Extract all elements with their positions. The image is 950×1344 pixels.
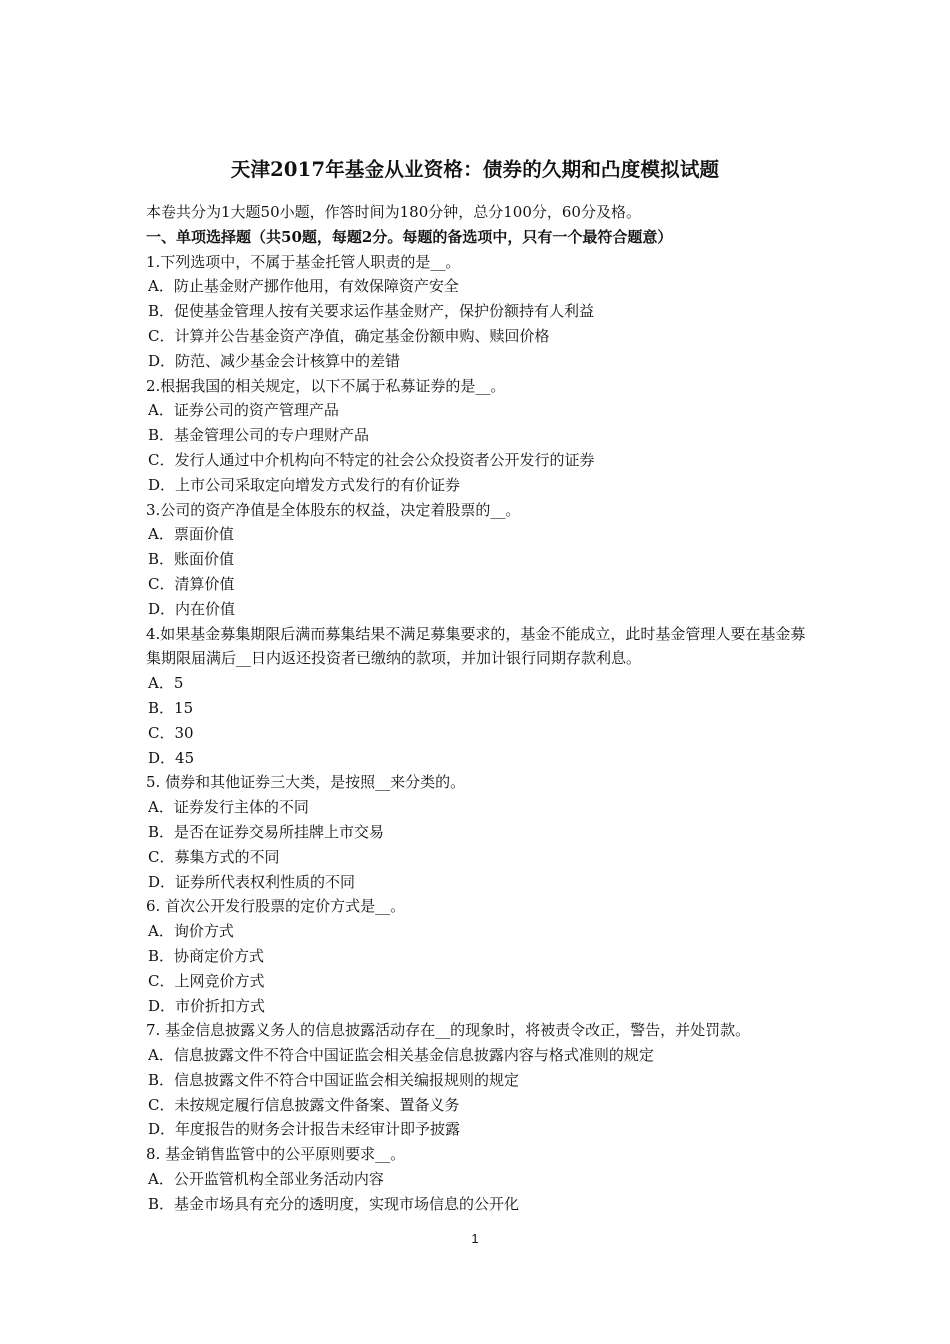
section-heading: 一、单项选择题（共50题，每题2分。每题的备选项中，只有一个最符合题意）: [146, 227, 673, 246]
question-stem: 5. 债券和其他证券三大类，是按照__来分类的。: [146, 773, 466, 792]
option-b: B．账面价值: [148, 550, 235, 569]
question-3: [146, 498, 811, 622]
option-a: A．证券发行主体的不同: [148, 798, 309, 817]
option-b: B．基金市场具有充分的透明度，实现市场信息的公开化: [148, 1194, 520, 1213]
option-d: D．45: [148, 748, 195, 767]
option-a: A．5: [148, 674, 184, 693]
question-6: [146, 894, 811, 1018]
option-a: A．证券公司的资产管理产品: [148, 401, 339, 420]
question-stem: 8. 基金销售监管中的公平原则要求__。: [146, 1145, 406, 1164]
question-7: [146, 1018, 811, 1142]
option-c: C．发行人通过中介机构向不特定的社会公众投资者公开发行的证券: [148, 450, 595, 469]
option-a: A．防止基金财产挪作他用，有效保障资产安全: [148, 277, 459, 296]
document-title: 天津2017年基金从业资格：债券的久期和凸度模拟试题: [230, 158, 720, 181]
option-d: D．年度报告的财务会计报告未经审计即予披露: [148, 1120, 461, 1139]
question-stem: 4.如果基金募集期限后满而募集结果不满足募集要求的，基金不能成立，此时基金管理人要在基金募集期限届满后__日内返还投资者已缴纳的款项，并加计银行同期存款利息。: [146, 624, 806, 668]
option-c: C．计算并公告基金资产净值，确定基金份额申购、赎回价格: [148, 326, 550, 345]
option-c: C．上网竞价方式: [148, 971, 265, 990]
question-8: [146, 1142, 811, 1216]
option-d: D．市价折扣方式: [148, 996, 266, 1015]
option-c: C．清算价值: [148, 574, 235, 593]
exam-intro: 本卷共分为1大题50小题，作答时间为180分钟，总分100分，60分及格。: [146, 203, 641, 221]
option-b: B．基金管理公司的专户理财产品: [148, 426, 370, 445]
question-stem: 2.根据我国的相关规定，以下不属于私募证券的是__。: [146, 376, 506, 395]
option-d: D．防范、减少基金会计核算中的差错: [148, 351, 401, 370]
option-b: B．协商定价方式: [148, 946, 265, 965]
option-d: D．上市公司采取定向增发方式发行的有价证券: [148, 475, 461, 494]
option-a: A．公开监管机构全部业务活动内容: [148, 1170, 384, 1189]
option-b: B．信息披露文件不符合中国证监会相关编报规则的规定: [148, 1070, 520, 1089]
option-b: B．是否在证券交易所挂牌上市交易: [148, 822, 385, 841]
option-a: A．票面价值: [148, 525, 234, 544]
question-5: [146, 770, 811, 894]
option-c: C．未按规定履行信息披露文件备案、置备义务: [148, 1095, 460, 1114]
option-b: B．促使基金管理人按有关要求运作基金财产，保护份额持有人利益: [148, 302, 595, 321]
option-d: D．证券所代表权利性质的不同: [148, 872, 356, 891]
option-c: C．募集方式的不同: [148, 847, 280, 866]
page-number: 1: [471, 1231, 479, 1246]
question-stem: 1.下列选项中，不属于基金托管人职责的是__。: [146, 252, 461, 271]
document-body: [146, 200, 811, 1217]
option-a: A．询价方式: [148, 922, 234, 941]
question-stem: 7. 基金信息披露义务人的信息披露活动存在__的现象时，将被责令改正，警告，并处罚款。: [146, 1021, 751, 1040]
question-stem: 3.公司的资产净值是全体股东的权益，决定着股票的__。: [146, 500, 521, 519]
question-1: [146, 250, 811, 374]
question-2: [146, 374, 811, 498]
question-4: [146, 622, 811, 771]
question-stem: 6. 首次公开发行股票的定价方式是__。: [146, 897, 406, 916]
option-b: B．15: [148, 698, 194, 717]
option-a: A．信息披露文件不符合中国证监会相关基金信息披露内容与格式准则的规定: [148, 1046, 654, 1065]
option-c: C．30: [148, 723, 194, 742]
option-d: D．内在价值: [148, 599, 236, 618]
